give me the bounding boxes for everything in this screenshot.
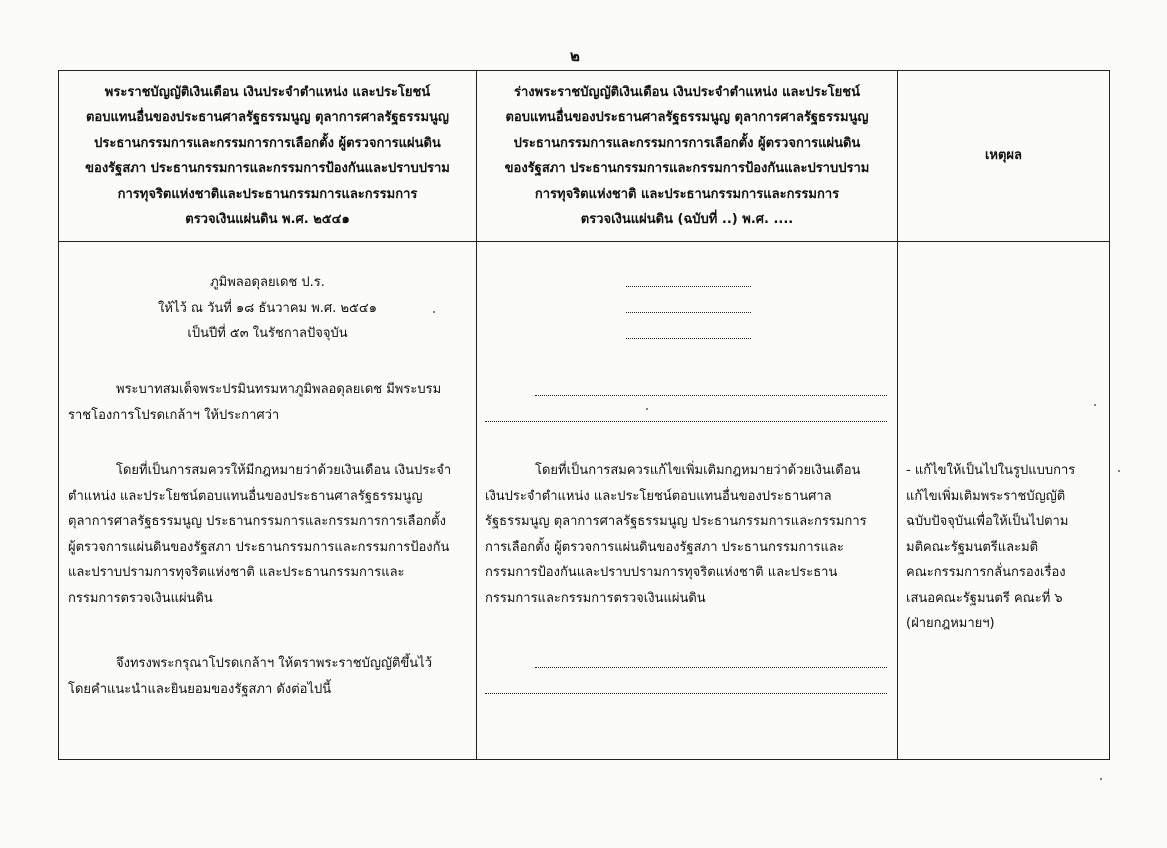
paragraph-line: ตำแหน่ง และประโยชน์ตอบแทนอื่นของประธานศาลรัฐธรรมนูญ <box>68 488 423 504</box>
paragraph-line: ผู้ตรวจการแผ่นดินของรัฐสภา ประธานกรรมการและกรรมการป้องกัน <box>68 539 450 555</box>
dotted-line <box>535 667 887 668</box>
header-line: ของรัฐสภา ประธานกรรมการและกรรมการป้องกันและปราบปราม <box>85 161 450 176</box>
paragraph-line: พระบาทสมเด็จพระปรมินทรมหาภูมิพลอดุลยเดช มีพระบรม <box>116 382 442 397</box>
header-draft-act <box>477 71 897 241</box>
royal-command <box>68 377 441 428</box>
header-line: ของรัฐสภา ประธานกรรมการและกรรมการป้องกันและปราบปราม <box>504 161 870 176</box>
signature-block <box>59 270 476 347</box>
paragraph-line: และปราบปรามการทุจริตแห่งชาติ และประธานกรรมการและ <box>68 565 405 580</box>
dotted-line <box>485 693 887 694</box>
scan-speck <box>1118 470 1120 472</box>
paragraph-line: จึงทรงพระกรุณาโปรดเกล้าฯ ให้ตราพระราชบัญญัติขึ้นไว้ <box>116 656 433 671</box>
header-line: ร่างพระราชบัญญัติเงินเดือน เงินประจำตำแหน่ง และประโยชน์ <box>513 84 860 100</box>
header-reason <box>898 71 1109 241</box>
reason-line: คณะกรรมการกลั่นกรองเรื่อง <box>906 565 1066 580</box>
scan-speck <box>1100 778 1102 780</box>
dotted-line <box>485 421 887 422</box>
scan-speck <box>433 311 435 313</box>
preamble-current <box>68 458 451 611</box>
paragraph-line: กรรมการและกรรมการตรวจเงินแผ่นดิน <box>485 590 706 606</box>
reason-line: แก้ไขเพิ่มเติมพระราชบัญญัติ <box>906 488 1066 504</box>
header-current-act <box>59 71 476 241</box>
header-line: พระราชบัญญัติเงินเดือน เงินประจำตำแหน่ง และประโยชน์ <box>104 84 431 100</box>
paragraph-line: กรรมการป้องกันและปราบปรามการทุจริตแห่งชาติ และประธาน <box>485 565 838 580</box>
header-line: ตรวจเงินแผ่นดิน พ.ศ. ๒๕๔๑ <box>185 212 350 227</box>
header-line: การทุจริตแห่งชาติ และประธานกรรมการและกรรมการ <box>534 186 840 202</box>
dotted-line <box>626 286 751 287</box>
signature-line: เป็นปีที่ ๕๓ ในรัชกาลปัจจุบัน <box>187 326 348 341</box>
paragraph-line: การเลือกตั้ง ผู้ตรวจการแผ่นดินของรัฐสภา ประธานกรรมการและ <box>485 539 844 555</box>
comparison-table <box>58 70 1110 760</box>
reason-line: - แก้ไขให้เป็นไปในรูปแบบการ <box>906 463 1076 478</box>
reason-line: มติคณะรัฐมนตรีและมติ <box>906 539 1039 555</box>
preamble-draft <box>485 458 867 611</box>
scan-speck <box>646 408 648 410</box>
dotted-line <box>535 395 887 396</box>
paragraph-line: โดยที่เป็นการสมควรให้มีกฎหมายว่าด้วยเงินเดือน เงินประจำ <box>116 463 452 478</box>
paragraph-line: โดยคำแนะนำและยินยอมของรัฐสภา ดังต่อไปนี้ <box>68 681 332 697</box>
paragraph-line: ตุลาการศาลรัฐธรรมนูญ ประธานกรรมการและกรรมการการเลือกตั้ง <box>68 514 446 529</box>
reason-line: ฉบับปัจจุบันเพื่อให้เป็นไปตาม <box>906 514 1069 529</box>
header-line: ตอบแทนอื่นของประธานศาลรัฐธรรมนูญ ตุลาการศาลรัฐธรรมนูญ <box>505 110 869 125</box>
reason-text <box>906 458 1075 637</box>
header-line: เหตุผล <box>984 148 1023 164</box>
signature-line: ภูมิพลอดุลยเดช ป.ร. <box>210 275 325 290</box>
paragraph-line: รัฐธรรมนูญ ตุลาการศาลรัฐธรรมนูญ ประธานกรรมการและกรรมการ <box>485 514 867 529</box>
page-number: ๒ <box>570 47 580 65</box>
header-line: การทุจริตแห่งชาติและประธานกรรมการและกรรมการ <box>117 186 418 202</box>
header-line: ตรวจเงินแผ่นดิน (ฉบับที่ ..) พ.ศ. .... <box>580 212 794 227</box>
paragraph-line: ราชโองการโปรดเกล้าฯ ให้ประกาศว่า <box>68 407 280 423</box>
scan-speck <box>1094 404 1096 406</box>
paragraph-line: เงินประจำตำแหน่ง และประโยชน์ตอบแทนอื่นของประธานศาล <box>485 488 832 504</box>
reason-line: เสนอคณะรัฐมนตรี คณะที่ ๖ <box>906 590 1063 606</box>
dotted-line <box>626 312 751 313</box>
paragraph-line: กรรมการตรวจเงินแผ่นดิน <box>68 590 213 606</box>
header-line: ประธานกรรมการและกรรมการการเลือกตั้ง ผู้ตรวจการแผ่นดิน <box>513 135 861 151</box>
reason-line: (ฝ่ายกฎหมายฯ) <box>906 616 995 631</box>
header-divider <box>59 241 1109 242</box>
dotted-line <box>626 338 751 339</box>
signature-line: ให้ไว้ ณ วันที่ ๑๘ ธันวาคม พ.ศ. ๒๕๔๑ <box>158 300 377 316</box>
enactment-clause <box>68 651 432 702</box>
header-line: ประธานกรรมการและกรรมการการเลือกตั้ง ผู้ตรวจการแผ่นดิน <box>94 135 441 151</box>
paragraph-line: โดยที่เป็นการสมควรแก้ไขเพิ่มเติมกฎหมายว่าด้วยเงินเดือน <box>535 463 861 478</box>
header-line: ตอบแทนอื่นของประธานศาลรัฐธรรมนูญ ตุลาการศาลรัฐธรรมนูญ <box>85 110 449 125</box>
